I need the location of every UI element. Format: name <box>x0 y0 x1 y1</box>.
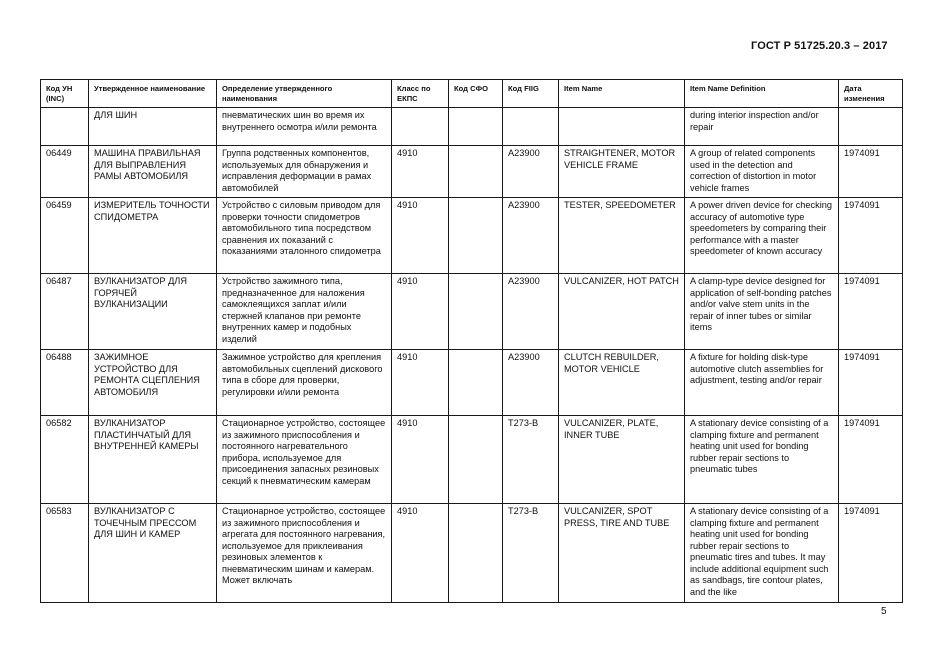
cell-date: 1974091 <box>839 146 903 198</box>
cell-inc: 06583 <box>41 504 89 603</box>
cell-item-definition: A fixture for holding disk-type automotive clutch assemblies for adjustment, testing and/or repair <box>685 350 839 416</box>
column-header-approved-name: Утвержденное наименование <box>89 80 217 108</box>
cell-definition: Стационарное устройство, состоящее из зажимного приспособления и постоянного нагревательного прибора, используемое для присоединения запасных резиновых секций к пневматическим камерам <box>217 416 392 504</box>
cell-date: 1974091 <box>839 274 903 350</box>
cell-class: 4910 <box>392 350 449 416</box>
page-number: 5 <box>881 606 887 617</box>
cell-fiig: T273-B <box>503 416 559 504</box>
cell-item-name <box>559 108 685 146</box>
cell-definition: Группа родственных компонентов, используемых для обнаружения и исправления деформации в рамах автомобилей <box>217 146 392 198</box>
cell-item-name: VULCANIZER, HOT PATCH <box>559 274 685 350</box>
column-header-item-definition: Item Name Definition <box>685 80 839 108</box>
cell-item-name: TESTER, SPEEDOMETER <box>559 198 685 274</box>
cell-item-definition: A clamp-type device designed for application of self-bonding patches and/or valve stem units in the repair of inner tubes or similar items <box>685 274 839 350</box>
column-header-class: Класс по ЕКПС <box>392 80 449 108</box>
column-header-item-name: Item Name <box>559 80 685 108</box>
cell-class: 4910 <box>392 504 449 603</box>
cell-fiig: A23900 <box>503 146 559 198</box>
cell-inc: 06459 <box>41 198 89 274</box>
cell-class: 4910 <box>392 146 449 198</box>
cell-sfo <box>449 416 503 504</box>
cell-sfo <box>449 350 503 416</box>
table-header-row <box>41 80 903 108</box>
table-row <box>41 108 903 146</box>
cell-name: МАШИНА ПРАВИЛЬНАЯ ДЛЯ ВЫПРАВЛЕНИЯ РАМЫ АВТОМОБИЛЯ <box>89 146 217 198</box>
column-header-date: Дата изменения <box>839 80 903 108</box>
cell-fiig: A23900 <box>503 198 559 274</box>
cell-sfo <box>449 198 503 274</box>
cell-fiig <box>503 108 559 146</box>
column-header-inc: Код УН (INC) <box>41 80 89 108</box>
cell-item-definition: A power driven device for checking accuracy of automotive type speedometers by comparing their performance with a master speedometer of known accuracy <box>685 198 839 274</box>
document-title: ГОСТ Р 51725.20.3 – 2017 <box>751 40 888 52</box>
cell-definition: Устройство зажимного типа, предназначенное для наложения самоклеящихся заплат и/или стержней клапанов при ремонте внутренних камер и подобных изделий <box>217 274 392 350</box>
cell-item-name: STRAIGHTENER, MOTOR VEHICLE FRAME <box>559 146 685 198</box>
cell-fiig: T273-B <box>503 504 559 603</box>
table-row <box>41 416 903 504</box>
cell-class <box>392 108 449 146</box>
cell-item-definition: during interior inspection and/or repair <box>685 108 839 146</box>
cell-fiig: A23900 <box>503 274 559 350</box>
cell-definition: пневматических шин во время их внутреннего осмотра и/или ремонта <box>217 108 392 146</box>
cell-inc: 06487 <box>41 274 89 350</box>
cell-name: ИЗМЕРИТЕЛЬ ТОЧНОСТИ СПИДОМЕТРА <box>89 198 217 274</box>
cell-item-definition: A stationary device consisting of a clamping fixture and permanent heating unit used for bonding rubber repair sections to pneumatic tubes <box>685 416 839 504</box>
cell-name: ВУЛКАНИЗАТОР ПЛАСТИНЧАТЫЙ ДЛЯ ВНУТРЕННЕЙ КАМЕРЫ <box>89 416 217 504</box>
cell-date: 1974091 <box>839 198 903 274</box>
column-header-fiig: Код FIIG <box>503 80 559 108</box>
cell-fiig: A23900 <box>503 350 559 416</box>
cell-class: 4910 <box>392 416 449 504</box>
cell-item-definition: A stationary device consisting of a clamping fixture and permanent heating unit used for bonding rubber repair sections to pneumatic tires and tubes. It may include additional equipment such as sandbags, tire contour plates, and the like <box>685 504 839 603</box>
table-row <box>41 198 903 274</box>
cell-class: 4910 <box>392 198 449 274</box>
cell-inc: 06488 <box>41 350 89 416</box>
cell-inc: 06449 <box>41 146 89 198</box>
cell-date: 1974091 <box>839 504 903 603</box>
catalog-table <box>40 79 903 603</box>
cell-date: 1974091 <box>839 416 903 504</box>
cell-sfo <box>449 146 503 198</box>
cell-sfo <box>449 504 503 603</box>
cell-definition: Устройство с силовым приводом для проверки точности спидометров автомобильного типа посредством сравнения их показаний с показаниями эталонного спидометра <box>217 198 392 274</box>
cell-inc <box>41 108 89 146</box>
cell-sfo <box>449 274 503 350</box>
cell-date: 1974091 <box>839 350 903 416</box>
table-row <box>41 350 903 416</box>
table-row <box>41 146 903 198</box>
column-header-definition: Определение утвержденного наименования <box>217 80 392 108</box>
cell-date <box>839 108 903 146</box>
cell-item-name: VULCANIZER, SPOT PRESS, TIRE AND TUBE <box>559 504 685 603</box>
cell-name: ДЛЯ ШИН <box>89 108 217 146</box>
cell-item-definition: A group of related components used in the detection and correction of distortion in motor vehicle frames <box>685 146 839 198</box>
cell-definition: Зажимное устройство для крепления автомобильных сцеплений дискового типа в сборе для проверки, регулировки и/или ремонта <box>217 350 392 416</box>
cell-class: 4910 <box>392 274 449 350</box>
table-row <box>41 504 903 603</box>
cell-inc: 06582 <box>41 416 89 504</box>
cell-sfo <box>449 108 503 146</box>
cell-name: ВУЛКАНИЗАТОР С ТОЧЕЧНЫМ ПРЕССОМ ДЛЯ ШИН И КАМЕР <box>89 504 217 603</box>
cell-name: ВУЛКАНИЗАТОР ДЛЯ ГОРЯЧЕЙ ВУЛКАНИЗАЦИИ <box>89 274 217 350</box>
table-row <box>41 274 903 350</box>
cell-name: ЗАЖИМНОЕ УСТРОЙСТВО ДЛЯ РЕМОНТА СЦЕПЛЕНИЯ АВТОМОБИЛЯ <box>89 350 217 416</box>
cell-item-name: VULCANIZER, PLATE, INNER TUBE <box>559 416 685 504</box>
cell-item-name: CLUTCH REBUILDER, MOTOR VEHICLE <box>559 350 685 416</box>
cell-definition: Стационарное устройство, состоящее из зажимного приспособления и агрегата для постоянного нагревания, используемое для приклеивания резиновых элементов к пневматическим шинам и камерам. Может включать <box>217 504 392 603</box>
column-header-sfo: Код СФО <box>449 80 503 108</box>
